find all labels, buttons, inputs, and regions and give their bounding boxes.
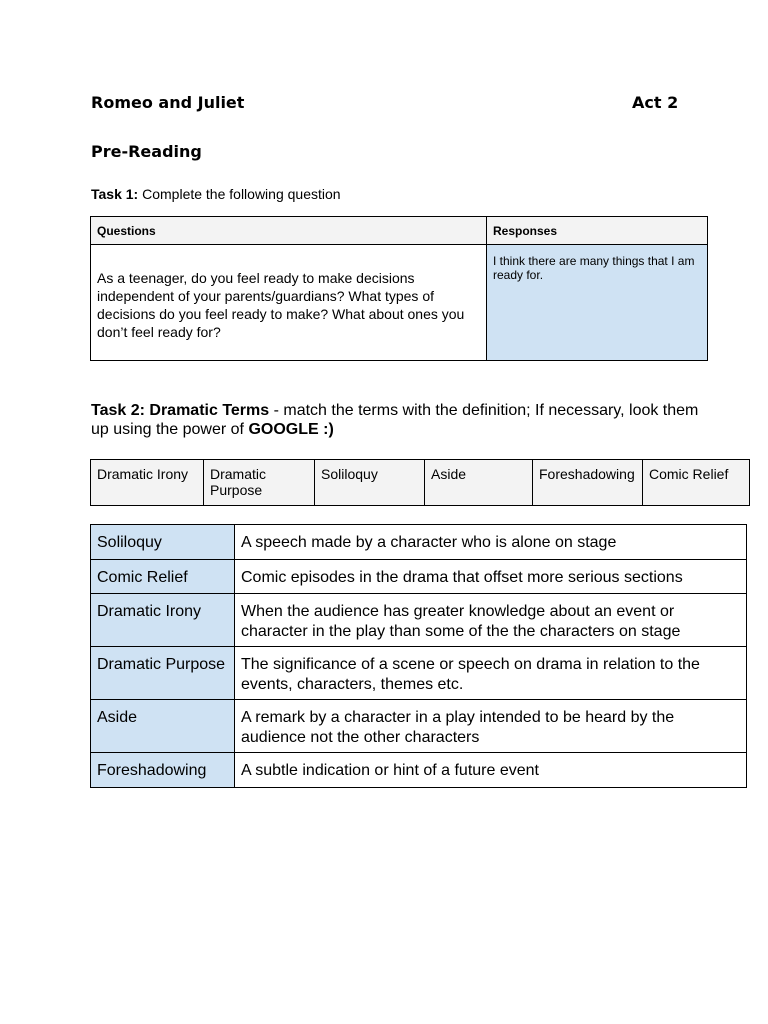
definition: A speech made by a character who is alone on stage xyxy=(235,525,747,560)
table-row xyxy=(91,560,747,594)
task1-instruction xyxy=(91,186,341,202)
questions-header: Questions xyxy=(91,217,487,245)
task1-text: Complete the following question xyxy=(138,186,341,202)
table-row xyxy=(91,647,747,700)
definition: Comic episodes in the drama that offset more serious sections xyxy=(235,560,747,594)
term-cell: Foreshadowing xyxy=(533,460,643,506)
terms-table xyxy=(90,459,750,506)
matched-term[interactable]: Soliloquy xyxy=(91,525,235,560)
table-row xyxy=(91,700,747,753)
responses-header: Responses xyxy=(487,217,708,245)
term-cell: Aside xyxy=(425,460,533,506)
definition: A remark by a character in a play intended to be heard by the audience not the other characters xyxy=(235,700,747,753)
task1-table xyxy=(90,216,708,361)
definition: When the audience has greater knowledge about an event or character in the play than some of the the characters on stage xyxy=(235,594,747,647)
task2-emphasis: GOOGLE :) xyxy=(248,421,334,438)
task2-label: Task 2: Dramatic Terms xyxy=(91,402,270,419)
table-row xyxy=(91,753,747,788)
term-cell: Soliloquy xyxy=(315,460,425,506)
question-cell: As a teenager, do you feel ready to make decisions independent of your parents/guardians? What types of decisions do you feel ready to make? What about ones you don’t feel ready for? xyxy=(91,245,487,361)
task2-text: - match the terms with the definition; If necessary, look them up using the power of xyxy=(91,402,699,438)
matched-term[interactable]: Aside xyxy=(91,700,235,753)
term-cell: Dramatic Irony xyxy=(91,460,204,506)
section-title: Pre-Reading xyxy=(91,142,202,161)
response-cell[interactable]: I think there are many things that I am ready for. xyxy=(487,245,708,361)
task2-instruction xyxy=(91,401,711,439)
task1-label: Task 1: xyxy=(91,186,139,202)
matched-term[interactable]: Dramatic Irony xyxy=(91,594,235,647)
document-title: Romeo and Juliet xyxy=(91,93,245,112)
term-cell: Comic Relief xyxy=(643,460,750,506)
matched-term[interactable]: Comic Relief xyxy=(91,560,235,594)
act-label: Act 2 xyxy=(632,93,679,112)
table-row xyxy=(91,594,747,647)
matched-term[interactable]: Foreshadowing xyxy=(91,753,235,788)
term-cell: Dramatic Purpose xyxy=(204,460,315,506)
definitions-table xyxy=(90,524,747,788)
definition: A subtle indication or hint of a future event xyxy=(235,753,747,788)
table-row xyxy=(91,525,747,560)
matched-term[interactable]: Dramatic Purpose xyxy=(91,647,235,700)
definition: The significance of a scene or speech on drama in relation to the events, characters, themes etc. xyxy=(235,647,747,700)
